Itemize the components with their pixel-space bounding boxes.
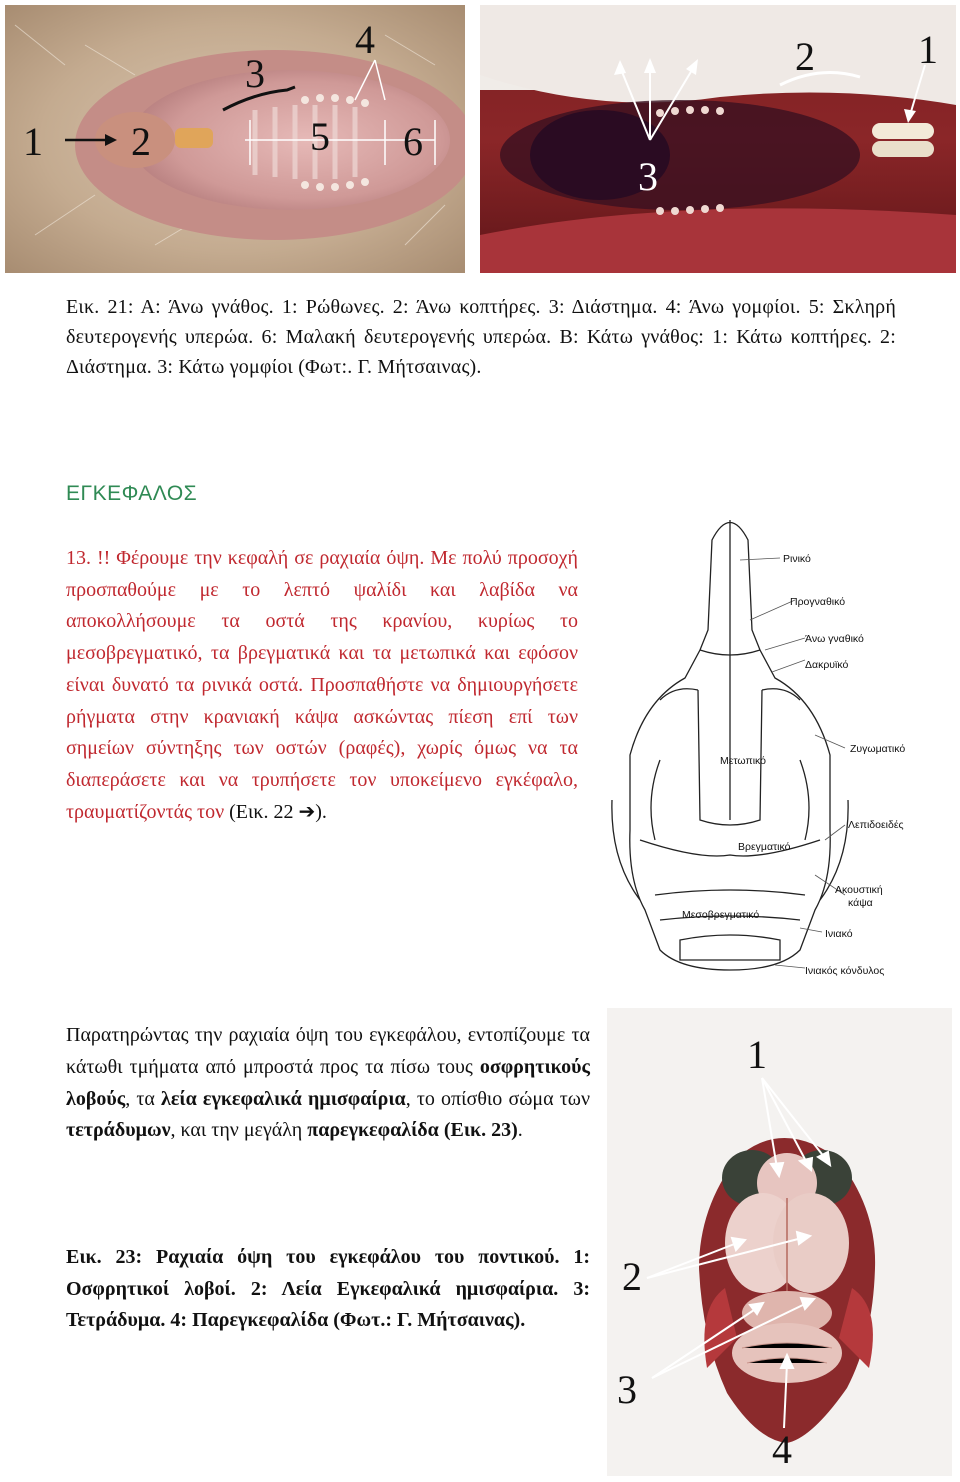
figure21-photo-lower-jaw	[480, 5, 956, 273]
fig21a-label-6: 6	[403, 119, 423, 164]
fig22-label-rhinal: Ρινικό	[783, 553, 811, 565]
fig23-label-1: 1	[747, 1032, 767, 1077]
fig21a-label-2: 2	[131, 119, 151, 164]
fig22-label-frontal: Μετωπικό	[720, 755, 767, 767]
fig22-label-parietal: Βρεγματικό	[738, 841, 791, 853]
fig23-label-4: 4	[772, 1427, 792, 1472]
fig22-label-squamosal: Λεπιδοειδές	[848, 819, 904, 831]
fig22-label-lacrimal: Δακρυϊκό	[805, 659, 849, 671]
figure21-photo-upper-jaw	[5, 5, 465, 273]
term-tetradymes: τετράδυμων	[66, 1119, 171, 1142]
figure23-caption: Εικ. 23: Ραχιαία όψη του εγκεφάλου του ποντικού. 1: Οσφρητικοί λοβοί. 2: Λεία Εγκεφαλικά ημισφαίρια. 3: Τετράδυμα. 4: Παρεγκεφαλίδα (Φωτ.: Γ. Μήτσαινας).	[66, 1246, 590, 1331]
fig22-label-condyle: Ινιακός κόνδυλος	[805, 965, 885, 977]
step13-ref: (Εικ. 22 ➔).	[229, 800, 327, 823]
figure21-caption: Εικ. 21: Α: Άνω γνάθος. 1: Ρώθωνες. 2: Άνω κοπτήρες. 3: Διάστημα. 4: Άνω γομφίοι. 5: Σκληρή δευτερογενής υπερώα. 6: Μαλακή δευτερογενής υπερώα. Β: Κάτω γνάθος: 1: Κάτω κοπτήρες. 2: Διάστημα. 3: Κάτω γομφίοι (Φωτ:. Γ. Μήτσαινας).	[66, 296, 896, 378]
fig22-label-interparietal: Μεσοβρεγματικό	[682, 909, 760, 921]
fig22-label-auditory-2: κάψα	[848, 897, 873, 909]
fig22-label-zygomatic: Ζυγωματικό	[850, 743, 906, 755]
fig21a-label-5: 5	[310, 114, 330, 159]
fig21a-label-3: 3	[245, 51, 265, 96]
term-cerebellum: παρεγκεφαλίδα (Εικ. 23)	[307, 1119, 518, 1142]
step13-text: 13. !! Φέρουμε την κεφαλή σε ραχιαία όψη. Με πολύ προσοχή προσπαθούμε με το λεπτό ψαλίδι και λαβίδα να αποκολλήσουμε τα οστά της κρανίου, κυρίως το μεσοβρεγματικό, τα βρεγματικά και τα μετωπικά και εφόσον είναι δυνατό τα ρινικά οστά. Προσπαθήστε να δημιουργήσετε ρήγματα στην κρανιακή κάψα ασκώντας πίεση επί των σημείων σύντηξης των οστών (ραφές), χωρίς όμως να τα διαπεράσετε και να τρυπήσετε τον υποκείμενο εγκέφαλο, τραυματίζοντάς τον	[66, 547, 578, 823]
brain-dorsal-paragraph: Παρατηρώντας την ραχιαία όψη του εγκεφάλου, εντοπίζουμε τα κάτωθι τμήματα από μπροστά προς τα πίσω τους οσφρητικούς λοβούς, τα λεία εγκεφαλικά ημισφαίρια, το οπίσθιο σώμα των τετράδυμων, και την μεγάλη παρεγκεφαλίδα (Εικ. 23).	[66, 1024, 590, 1142]
fig22-label-occipital: Ινιακό	[825, 928, 853, 940]
fig23-label-3: 3	[617, 1367, 637, 1412]
fig21b-label-2: 2	[795, 34, 815, 79]
arrow-right-icon: ➔	[298, 800, 316, 823]
fig21a-label-4: 4	[355, 17, 375, 62]
fig23-label-2: 2	[622, 1254, 642, 1299]
figure22-skull-diagram	[600, 500, 960, 985]
fig21b-label-1: 1	[918, 27, 938, 72]
fig21a-label-1: 1	[23, 119, 43, 164]
step13-paragraph	[66, 543, 578, 828]
term-olfactory-lobes: οσφρητικούς λοβούς	[66, 1055, 590, 1110]
fig21b-label-3: 3	[638, 154, 658, 199]
fig22-label-auditory-1: Ακουστική	[835, 884, 883, 896]
fig22-label-maxillary: Άνω γναθικό	[805, 633, 864, 645]
term-cerebral-hemispheres: λεία εγκεφαλικά ημισφαίρια	[161, 1087, 406, 1110]
fig22-label-premaxillary: Προγναθικό	[790, 596, 846, 608]
section-heading: ΕΓΚΕΦΑΛΟΣ	[66, 482, 198, 505]
figure23-brain-photo	[607, 1008, 952, 1476]
